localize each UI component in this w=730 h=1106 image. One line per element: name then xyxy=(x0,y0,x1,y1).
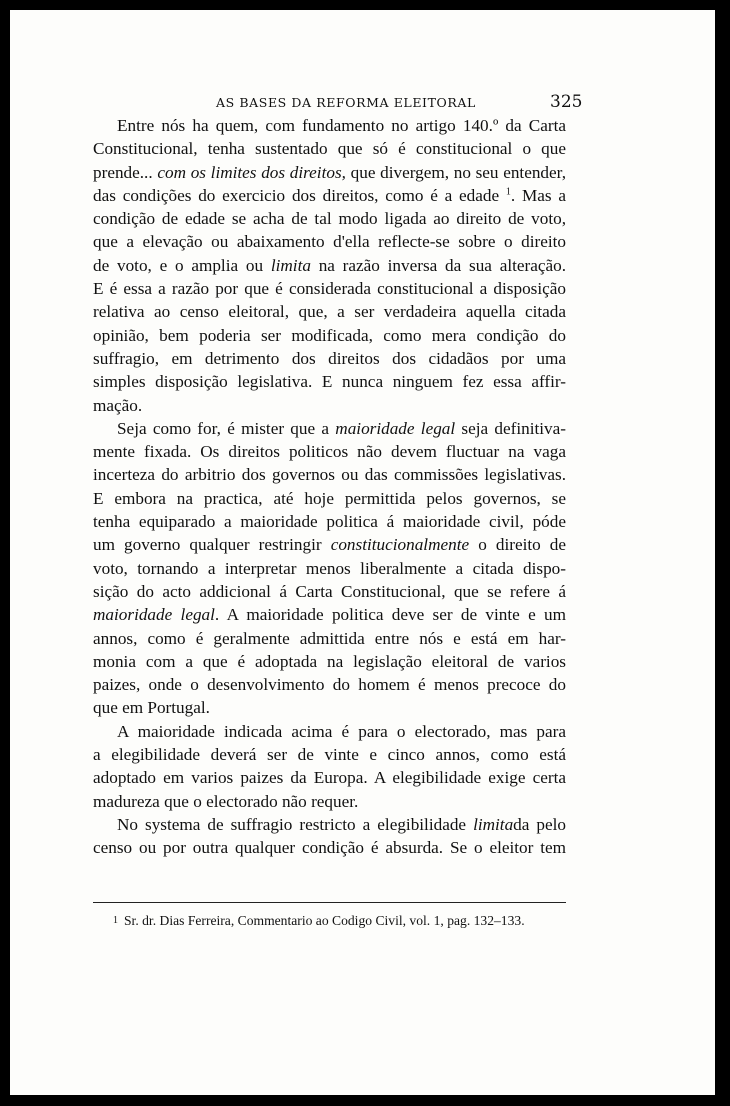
footnote-reference: 1 xyxy=(505,186,511,198)
page-number: 325 xyxy=(550,92,583,112)
text-line: voto, tornando a interpretar menos liberalmente a citada dispo- xyxy=(93,558,566,578)
paragraph xyxy=(93,114,566,417)
text-line: annos, como é geralmente admittida entre nós e está em har- xyxy=(93,628,566,648)
text-line: que em Portugal. xyxy=(93,698,210,718)
text-line: a elegibilidade deverá ser de vinte e cinco annos, como está xyxy=(93,745,566,765)
text-line: mação. xyxy=(93,395,143,415)
text-line: Seja como for, é mister que a maioridade legal seja definitiva- xyxy=(117,418,566,438)
text-line: maioridade legal. A maioridade politica deve ser de vinte e um xyxy=(93,605,566,625)
text-line: tenha equiparado a maioridade politica á maioridade civil, póde xyxy=(93,512,566,532)
text-line: adoptado em varios paizes da Europa. A elegibilidade exige certa xyxy=(93,768,566,788)
text-line: simples disposição legislativa. E nunca ninguem fez essa affir- xyxy=(93,372,566,392)
text-line: de voto, e o amplia ou limita na razão inversa da sua alteração. xyxy=(93,255,566,275)
text-line: A maioridade indicada acima é para o electorado, mas para xyxy=(117,721,566,741)
paragraph xyxy=(93,417,566,720)
text-line: No systema de suffragio restricto a elegibilidade limitada pelo xyxy=(117,814,566,834)
footnote xyxy=(113,913,525,929)
text-line: paizes, onde o desenvolvimento do homem é menos precoce do xyxy=(93,675,566,695)
text-line: das condições do exercicio dos direitos, como é a edade $^1$. Mas a xyxy=(93,185,567,205)
text-line: opinião, bem poderia ser modificada, como mera condição do xyxy=(93,325,566,345)
page-header xyxy=(10,92,715,116)
footnote-rule xyxy=(93,902,566,903)
footnote-text: Sr. dr. Dias Ferreira, Commentario ao Codigo Civil, vol. 1, pag. 132–133. xyxy=(124,913,525,928)
text-line: censo ou por outra qualquer condição é absurda. Se o eleitor tem xyxy=(93,838,566,858)
text-line: relativa ao censo eleitoral, que, a ser verdadeira aquella citada xyxy=(93,302,566,322)
text-line: mente fixada. Os direitos politicos não devem fluctuar na vaga xyxy=(93,442,566,462)
body-text xyxy=(93,114,566,860)
text-line: madureza que o electorado não requer. xyxy=(93,791,359,811)
text-line: prende... com os limites dos direitos, que divergem, no seu entender, xyxy=(93,162,566,182)
paragraph xyxy=(93,720,566,813)
text-line: monia com a que é adoptada na legislação eleitoral de varios xyxy=(93,651,566,671)
footnote-marker: 1 xyxy=(113,915,118,926)
text-line: um governo qualquer restringir constitucionalmente o direito de xyxy=(93,535,567,555)
text-line: incerteza do arbitrio dos governos ou das commissões legislativas. xyxy=(93,465,566,485)
text-line: E embora na practica, até hoje permittida pelos governos, se xyxy=(93,488,566,508)
text-line: que a elevação ou abaixamento d'ella reflecte-se sobre o direito xyxy=(93,232,566,252)
text-line: Constitucional, tenha sustentado que só é constitucional o que xyxy=(93,139,566,159)
text-line: E é essa a razão por que é considerada constitucional a disposição xyxy=(93,279,566,299)
paragraph xyxy=(93,813,566,860)
text-line: Entre nós ha quem, com fundamento no artigo 140.º da Carta xyxy=(117,116,566,135)
text-line: sição do acto addicional á Carta Constitucional, que se refere á xyxy=(93,581,566,601)
running-title: AS BASES DA REFORMA ELEITORAL xyxy=(216,95,476,110)
text-line: condição de edade se acha de tal modo ligada ao direito de voto, xyxy=(93,209,566,229)
text-line: suffragio, em detrimento dos direitos dos cidadãos por uma xyxy=(93,348,566,368)
